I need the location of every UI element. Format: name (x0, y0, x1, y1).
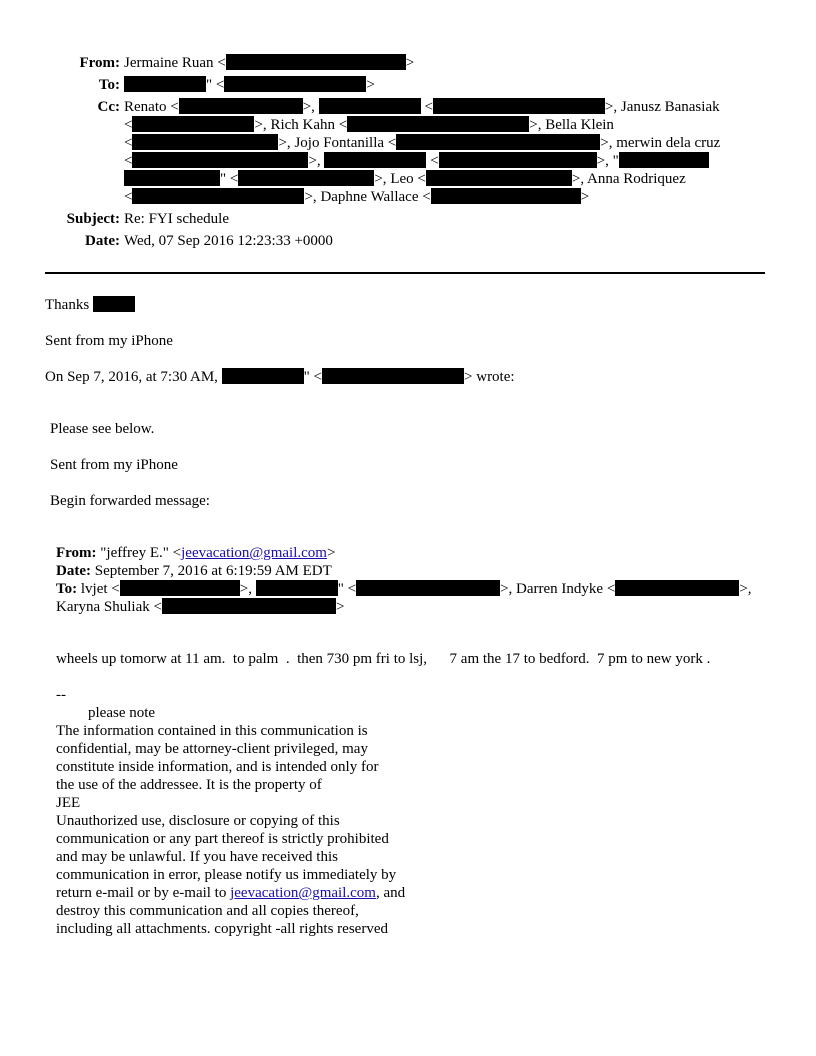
redaction-block (319, 98, 421, 114)
reply-thanks: Thanks (45, 297, 90, 313)
notice-return-prefix: return e-mail or by e-mail to (56, 885, 227, 901)
attribution-wrote: wrote: (476, 369, 515, 385)
fwd-date-label: Date: (56, 563, 91, 579)
fwd-from-email-link[interactable]: jeevacation@gmail.com (181, 545, 327, 561)
redaction-block (322, 368, 464, 384)
fwd-to-lvjet: lvjet (80, 581, 108, 597)
fwd-date-line (56, 562, 332, 580)
fwd-body-text: wheels up tomorw at 11 am. to palm . then 730 pm fri to lsj, 7 am the 17 to bedford. 7 pm to new york . (56, 651, 711, 667)
cc-name-janusz: Janusz Banasiak (620, 99, 720, 115)
redaction-block (222, 368, 304, 384)
redaction-block (132, 188, 304, 204)
redaction-block (619, 152, 709, 168)
redaction-block (124, 76, 206, 92)
reply-sent-from: Sent from my iPhone (45, 333, 173, 349)
redaction-block (439, 152, 597, 168)
cc-line-2: < >, Rich Kahn < >, Bella Klein (124, 117, 614, 133)
notice-line: destroy this communication and all copies thereof, (56, 903, 359, 919)
redaction-block (93, 296, 135, 312)
notice-email-link[interactable]: jeevacation@gmail.com (230, 885, 376, 901)
attribution-prefix: On Sep 7, 2016, at 7:30 AM, (45, 369, 218, 385)
cc-line-3: < >, Jojo Fontanilla < >, merwin dela cruz (124, 135, 721, 151)
notice-line: JEE (56, 795, 81, 811)
confidentiality-notice (56, 722, 405, 938)
cc-name-daphne: Daphne Wallace (320, 189, 419, 205)
notice-return-line (56, 884, 405, 902)
date-value: Wed, 07 Sep 2016 12:23:33 +0000 (124, 233, 333, 249)
redaction-block (226, 54, 406, 70)
notice-line: communication in error, please notify us immediately by (56, 867, 397, 883)
reply-thanks-line (45, 296, 135, 314)
header-divider (45, 272, 765, 274)
cc-name-merwin: merwin dela cruz (616, 135, 721, 151)
redaction-block (162, 598, 336, 614)
from-name: Jermaine Ruan (124, 55, 214, 71)
redaction-block (238, 170, 374, 186)
cc-line-6: < >, Daphne Wallace < > (124, 189, 590, 205)
notice-line: The information contained in this communication is (56, 723, 368, 739)
fwd-to-karyna: Karyna Shuliak (56, 599, 150, 615)
redaction-block (347, 116, 529, 132)
redaction-block (426, 170, 572, 186)
quoted-begin-forwarded: Begin forwarded message: (50, 493, 210, 509)
cc-line-4: < >, < >, " (124, 152, 709, 170)
redaction-block (132, 134, 278, 150)
notice-line: communication or any part thereof is strictly prohibited (56, 831, 389, 847)
reply-attribution: On Sep 7, 2016, at 7:30 AM, " < > wrote: (45, 369, 515, 385)
redaction-block (120, 580, 240, 596)
cc-name-jojo: Jojo Fontanilla (294, 135, 385, 151)
redaction-block (615, 580, 739, 596)
cc-line-5: " < >, Leo < >, Anna Rodriquez (124, 170, 686, 188)
subject-label: Subject: (66, 211, 120, 227)
notice-line: and may be unlawful. If you have received this (56, 849, 338, 865)
redaction-block (132, 116, 254, 132)
notice-line: constitute inside information, and is intended only for (56, 759, 379, 775)
fwd-from-name: "jeffrey E." (100, 545, 169, 561)
fwd-date-value: September 7, 2016 at 6:19:59 AM EDT (94, 563, 332, 579)
cc-name-rich: Rich Kahn (270, 117, 336, 133)
cc-line-1: Renato < >, < >, Janusz Banasiak (124, 99, 720, 115)
from-value: Jermaine Ruan < > (124, 55, 415, 71)
subject-value: Re: FYI schedule (124, 211, 229, 227)
redaction-block (396, 134, 600, 150)
from-label: From: (79, 55, 120, 71)
notice-line: including all attachments. copyright -all rights reserved (56, 921, 388, 937)
redaction-block (179, 98, 303, 114)
cc-name-bella: Bella Klein (545, 117, 614, 133)
redaction-block (224, 76, 366, 92)
notice-line: the use of the addressee. It is the property of (56, 777, 322, 793)
notice-line: confidential, may be attorney-client privileged, may (56, 741, 368, 757)
redaction-block (431, 188, 581, 204)
cc-label: Cc: (97, 99, 120, 115)
redaction-block (124, 170, 220, 186)
notice-line: Unauthorized use, disclosure or copying of this (56, 813, 340, 829)
notice-return-suffix: , and (375, 885, 406, 901)
redaction-block (433, 98, 605, 114)
fwd-from-line: From: "jeffrey E." <jeevacation@gmail.com> (56, 545, 336, 561)
cc-name-leo: Leo (390, 171, 414, 187)
redaction-block (324, 152, 426, 168)
fwd-from-label: From: (56, 545, 97, 561)
redaction-block (356, 580, 500, 596)
quoted-sent-from: Sent from my iPhone (50, 457, 178, 473)
signature-please-note: please note (88, 705, 156, 721)
date-label: Date: (85, 233, 120, 249)
redaction-block (256, 580, 338, 596)
cc-name-anna: Anna Rodriquez (587, 171, 686, 187)
signature-dashes: -- (56, 687, 66, 703)
fwd-to-darren: Darren Indyke (516, 581, 604, 597)
fwd-to-line-1: To: lvjet < >, " < >, Darren Indyke < >, (56, 581, 752, 597)
redaction-block (132, 152, 308, 168)
fwd-to-line-2: Karyna Shuliak < > (56, 599, 345, 615)
fwd-to-label: To: (56, 581, 78, 597)
to-value: " < > (124, 76, 375, 94)
quoted-please-see: Please see below. (50, 421, 155, 437)
cc-name-renato: Renato (124, 99, 167, 115)
to-label: To: (98, 77, 120, 93)
